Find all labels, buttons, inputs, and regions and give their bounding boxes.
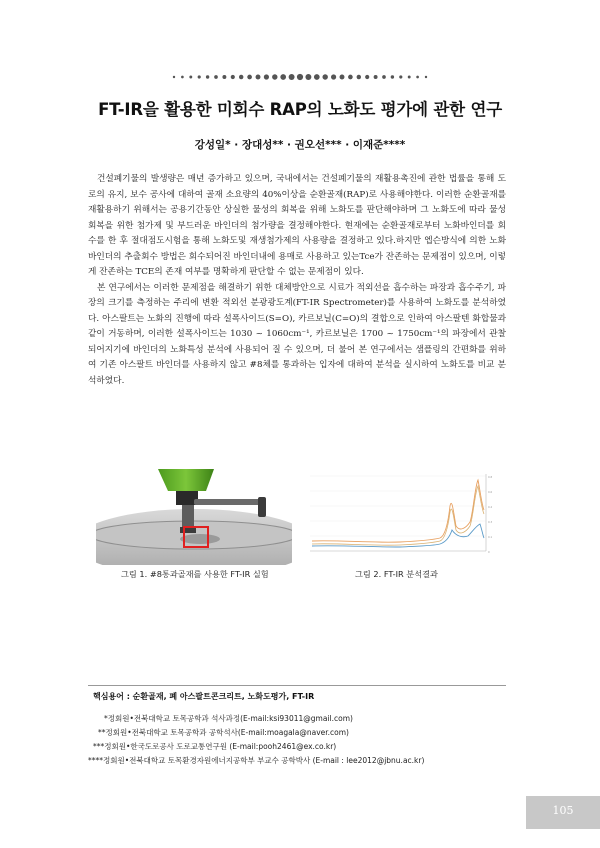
figure-1-photo [96, 465, 292, 565]
decorative-dot [222, 75, 226, 79]
decorative-dot [357, 75, 361, 79]
decorative-dot [374, 75, 378, 79]
abstract-paragraph: 본 연구에서는 이러한 문제점을 해결하기 위한 대체방안으로 시료가 적외선을 흡수하는 파장과 흡수주기, 파장의 크기를 측정하는 주리에 변환 적외선 분광광도계(FT-IR Spectrometer)를 사용하여 노화도를 분석하였다. 아스팔트는 노화의 진행에 따라 설폭사이드(S=O), 카르보닐(C=O)의 결합으로 인하여 아스팔텐 화합물과 같이 거동하며, 이러한 설폭사이드는 1030 ~ 1060cm⁻¹, 카르보닐은 1700 ~ 1750cm⁻¹의 파장에서 관찰되어지기에 바인더의 노화특성 분석에 사용되어 질 수 있으며, 더 불어 본 연구에서는 샘플링의 간편화를 위하여 기존 아스팔트 바인더를 사용하지 않고 #8체를 통과하는 입자에 대하여 분석을 실시하여 노화도를 비교 분석하였다. [88, 282, 506, 386]
decorative-dot [214, 75, 218, 79]
decorative-dot [399, 75, 402, 78]
decorative-dot [314, 74, 320, 80]
svg-text:0.4: 0.4 [488, 506, 493, 509]
affiliation-3: ***정회원•한국도로공사 도로교통연구원 (E-mail:pooh2461@ex.co.kr) [93, 742, 337, 751]
svg-text:0.1: 0.1 [488, 536, 493, 539]
decorative-dot [391, 75, 394, 78]
decorative-dot [348, 75, 353, 80]
page-number: 105 [552, 804, 574, 817]
keywords: 핵심용어 : 순환골재, 폐 아스팔트콘크리트, 노화도평가, FT-IR [93, 692, 315, 701]
decorative-dot [331, 74, 336, 79]
svg-text:0.3: 0.3 [488, 521, 493, 524]
figure-1-caption: 그림 1. #8통과골재를 사용한 FT-IR 실험 [121, 569, 269, 579]
decorative-dot [198, 75, 201, 78]
decorative-dot [280, 74, 286, 80]
decorative-dot [272, 74, 277, 79]
decorative-dot [365, 75, 369, 79]
keyword-divider [88, 685, 506, 686]
decorative-dot [425, 76, 427, 78]
decorative-dot [416, 76, 419, 79]
decorative-dot [173, 76, 175, 78]
svg-text:0: 0 [488, 551, 490, 554]
affiliation-1: *정회원•전북대학교 토목공학과 석사과정(E-mail:ksi93011@gmail.com) [104, 714, 353, 723]
decorative-dot [239, 75, 243, 79]
decorative-dot [231, 75, 235, 79]
figure-2-spectrum [300, 466, 498, 564]
abstract-paragraph: 건설폐기물의 발생량은 매년 증가하고 있으며, 국내에서는 건설폐기물의 재활용촉진에 관한 법률을 통해 도로의 유지, 보수 공사에 대하여 골재 소요량의 40%이상을 순환골재(RAP)로 사용해야한다. 이러한 순환골재를 재활용하기 위해서는 공용기간동안 상실한 물성의 회복을 위해 노화도를 판단해야하며 그 노화도에 따라 물성회복을 위한 첨가제 및 부드러운 바인더의 첨가량을 결정해야한다. 현재에는 순환골재로부터 노화바인더를 회수를 한 후 절대점도시험을 통해 노화도및 재생첨가제의 사용량을 결정하고 있다.하지만 엡슨방식에 의한 노화 바인더의 추출회수 방법은 회수되어진 바인더내에 용매로 사용하고 있는Tce가 잔존하는 문제점이 있으며, 이렇게 잔존하는 TCE의 존재 여부를 명확하게 판단할 수 없는 문제점이 있다. [88, 174, 506, 277]
decorative-dot [264, 74, 269, 79]
decorative-dot [256, 75, 261, 80]
decorative-dot [289, 74, 295, 80]
decorative-dot [382, 75, 386, 79]
decorative-dot [181, 76, 184, 79]
svg-text:0.6: 0.6 [488, 491, 493, 494]
decorative-dot [340, 75, 345, 80]
decorative-dot [322, 74, 327, 79]
decorative-dot [206, 75, 209, 78]
author-list: 강성일* · 장대성** · 권오선*** · 이재준**** [194, 139, 406, 151]
decorative-dot [408, 76, 411, 79]
affiliation-2: **정회원•전북대학교 토목공학과 공학석사(E-mail:moagala@naver.com) [98, 728, 349, 737]
decorative-dot [189, 76, 192, 79]
abstract [88, 172, 506, 389]
decorative-dot [297, 74, 303, 80]
decorative-dot [247, 75, 252, 80]
svg-text:0.8: 0.8 [488, 476, 493, 479]
decorative-dot [305, 74, 311, 80]
paper-title: FT-IR을 활용한 미회수 RAP의 노화도 평가에 관한 연구 [98, 100, 502, 119]
figure-2-caption: 그림 2. FT-IR 분석결과 [355, 569, 438, 579]
decorative-dot-row [170, 72, 432, 82]
affiliation-4: ****정회원•전북대학교 토목환경자원에너지공학부 부교수 공학박사 (E-mail : lee2012@jbnu.ac.kr) [88, 756, 425, 765]
